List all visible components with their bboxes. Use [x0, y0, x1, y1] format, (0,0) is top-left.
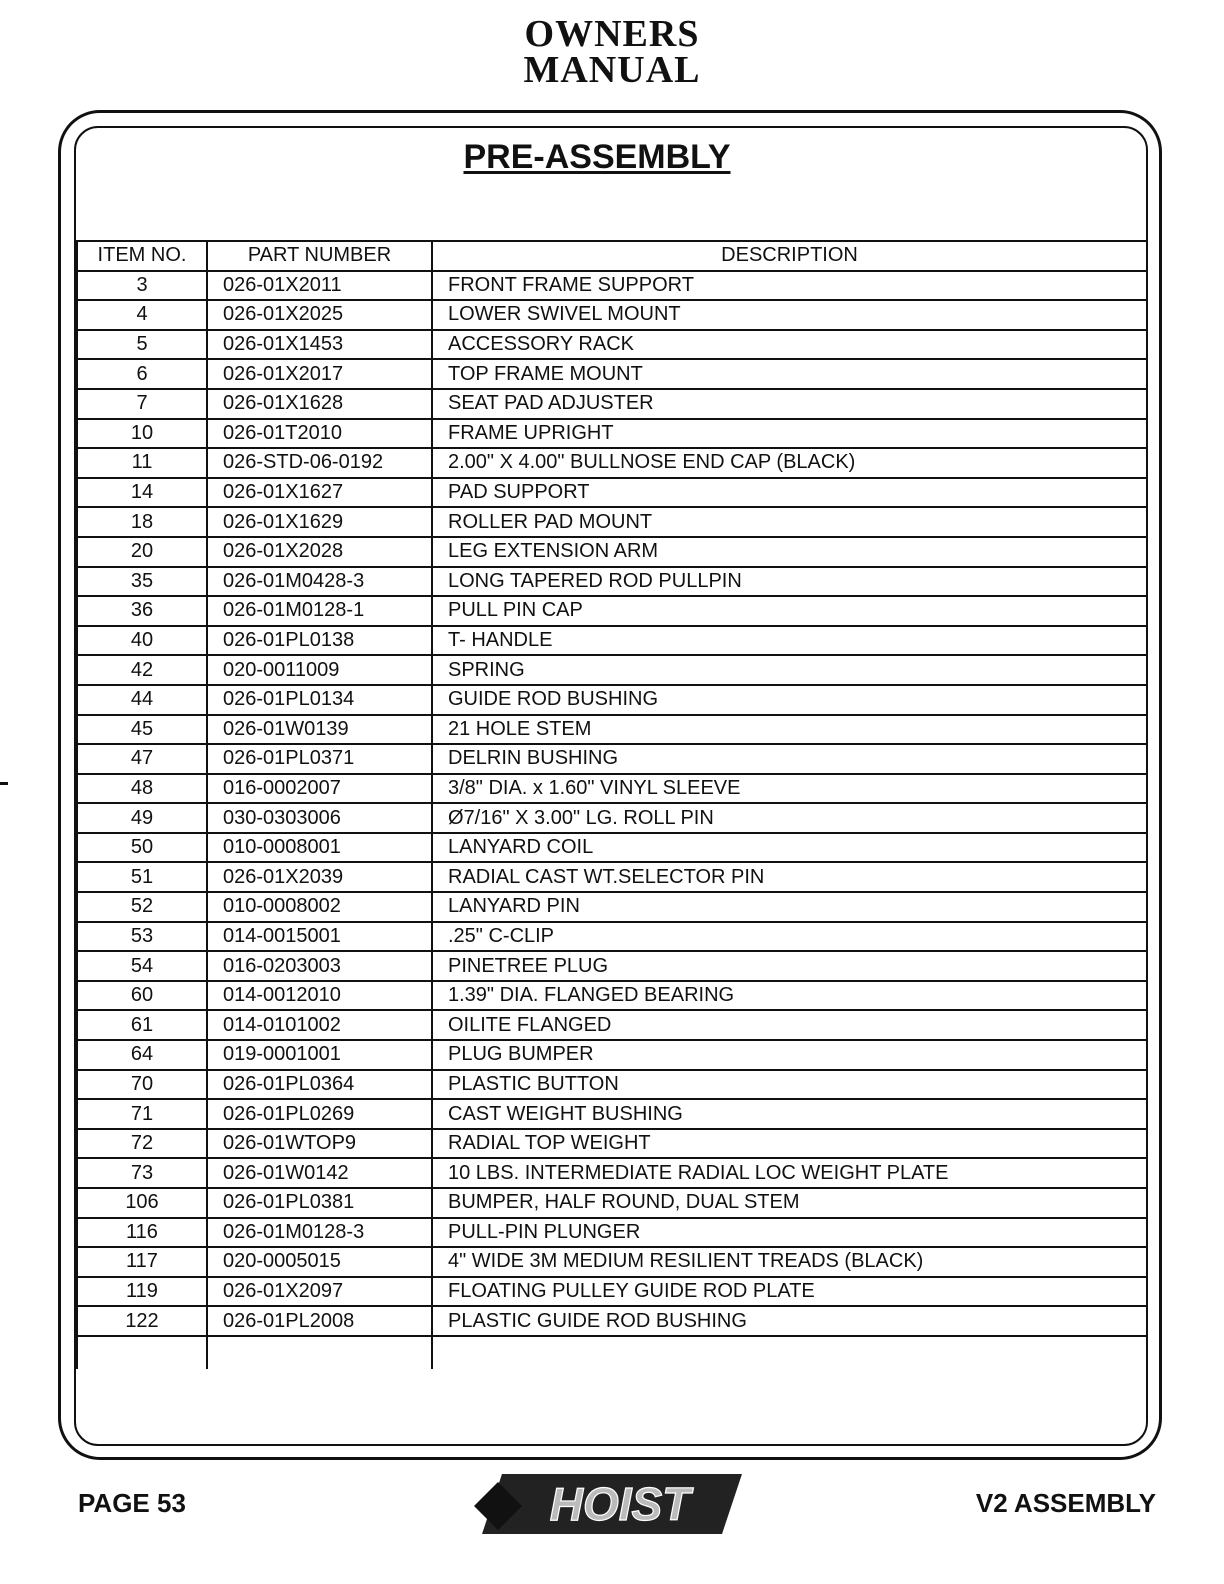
part-number-cell: 026-01X2028: [207, 537, 432, 567]
column-header-item-no: ITEM NO.: [77, 241, 207, 271]
item-number-cell: 48: [77, 774, 207, 804]
part-number-cell: 026-01X2025: [207, 300, 432, 330]
table-row: [77, 1158, 1147, 1188]
parts-table: [76, 240, 1148, 1369]
item-number-cell: 122: [77, 1306, 207, 1336]
item-number-cell: 53: [77, 922, 207, 952]
part-number-cell: 026-01PL0134: [207, 685, 432, 715]
description-cell: OILITE FLANGED: [432, 1010, 1147, 1040]
part-number-cell: 026-01T2010: [207, 419, 432, 449]
description-cell: PLASTIC BUTTON: [432, 1070, 1147, 1100]
description-cell: LONG TAPERED ROD PULLPIN: [432, 567, 1147, 597]
header-line-1: OWNERS: [524, 13, 700, 55]
part-number-cell: 026-01M0128-1: [207, 596, 432, 626]
table-row: [77, 744, 1147, 774]
description-cell: FRAME UPRIGHT: [432, 419, 1147, 449]
table-row: [77, 951, 1147, 981]
table-row: [77, 655, 1147, 685]
item-number-cell: 50: [77, 833, 207, 863]
part-number-cell: 026-01PL0269: [207, 1099, 432, 1129]
description-cell: SEAT PAD ADJUSTER: [432, 389, 1147, 419]
table-row: [77, 419, 1147, 449]
part-number-cell: 026-01PL0381: [207, 1188, 432, 1218]
item-number-cell: 11: [77, 448, 207, 478]
item-number-cell: 45: [77, 715, 207, 745]
item-number-cell: 35: [77, 567, 207, 597]
description-cell: 1.39" DIA. FLANGED BEARING: [432, 981, 1147, 1011]
description-cell: ROLLER PAD MOUNT: [432, 507, 1147, 537]
description-cell: ACCESSORY RACK: [432, 330, 1147, 360]
table-row: [77, 1070, 1147, 1100]
part-number-cell: 026-01W0142: [207, 1158, 432, 1188]
part-number-cell: 026-01M0428-3: [207, 567, 432, 597]
description-cell: FLOATING PULLEY GUIDE ROD PLATE: [432, 1277, 1147, 1307]
item-number-cell: 54: [77, 951, 207, 981]
description-cell: SPRING: [432, 655, 1147, 685]
part-number-cell: 026-01X2097: [207, 1277, 432, 1307]
description-cell: PLUG BUMPER: [432, 1040, 1147, 1070]
description-cell: 21 HOLE STEM: [432, 715, 1147, 745]
item-number-cell: 14: [77, 478, 207, 508]
table-row: [77, 685, 1147, 715]
item-number-cell: 49: [77, 803, 207, 833]
description-cell: PINETREE PLUG: [432, 951, 1147, 981]
description-cell: LANYARD COIL: [432, 833, 1147, 863]
description-cell: .25" C-CLIP: [432, 922, 1147, 952]
table-row: [77, 833, 1147, 863]
table-row: [77, 892, 1147, 922]
item-number-cell: 52: [77, 892, 207, 922]
blank-cell: [207, 1336, 432, 1369]
page-number: PAGE 53: [78, 1488, 186, 1518]
table-row: [77, 478, 1147, 508]
item-number-cell: 4: [77, 300, 207, 330]
header-line-2: MANUAL: [523, 49, 701, 91]
description-cell: RADIAL CAST WT.SELECTOR PIN: [432, 862, 1147, 892]
item-number-cell: 117: [77, 1247, 207, 1277]
description-cell: 10 LBS. INTERMEDIATE RADIAL LOC WEIGHT PLATE: [432, 1158, 1147, 1188]
item-number-cell: 7: [77, 389, 207, 419]
description-cell: DELRIN BUSHING: [432, 744, 1147, 774]
item-number-cell: 72: [77, 1129, 207, 1159]
table-row: [77, 1306, 1147, 1336]
item-number-cell: 116: [77, 1218, 207, 1248]
description-cell: CAST WEIGHT BUSHING: [432, 1099, 1147, 1129]
item-number-cell: 18: [77, 507, 207, 537]
description-cell: 2.00" X 4.00" BULLNOSE END CAP (BLACK): [432, 448, 1147, 478]
item-number-cell: 5: [77, 330, 207, 360]
description-cell: PULL PIN CAP: [432, 596, 1147, 626]
description-cell: LEG EXTENSION ARM: [432, 537, 1147, 567]
column-header-description: DESCRIPTION: [432, 241, 1147, 271]
table-row: [77, 1040, 1147, 1070]
part-number-cell: 026-STD-06-0192: [207, 448, 432, 478]
item-number-cell: 10: [77, 419, 207, 449]
table-row: [77, 389, 1147, 419]
table-row: [77, 715, 1147, 745]
part-number-cell: 019-0001001: [207, 1040, 432, 1070]
part-number-cell: 026-01M0128-3: [207, 1218, 432, 1248]
item-number-cell: 40: [77, 626, 207, 656]
table-row: [77, 359, 1147, 389]
item-number-cell: 64: [77, 1040, 207, 1070]
description-cell: LOWER SWIVEL MOUNT: [432, 300, 1147, 330]
parts-table-body: [77, 271, 1147, 1369]
hoist-logo: [474, 1468, 750, 1540]
table-row: [77, 1010, 1147, 1040]
item-number-cell: 70: [77, 1070, 207, 1100]
table-row: [77, 1218, 1147, 1248]
item-number-cell: 3: [77, 271, 207, 301]
table-row: [77, 1247, 1147, 1277]
item-number-cell: 20: [77, 537, 207, 567]
table-row: [77, 922, 1147, 952]
part-number-cell: 026-01X1629: [207, 507, 432, 537]
table-row: [77, 1188, 1147, 1218]
item-number-cell: 47: [77, 744, 207, 774]
table-row: [77, 567, 1147, 597]
description-cell: FRONT FRAME SUPPORT: [432, 271, 1147, 301]
part-number-cell: 026-01PL0371: [207, 744, 432, 774]
section-title: PRE-ASSEMBLY: [463, 138, 731, 176]
item-number-cell: 51: [77, 862, 207, 892]
part-number-cell: 014-0012010: [207, 981, 432, 1011]
part-number-cell: 026-01PL0138: [207, 626, 432, 656]
table-row: [77, 1277, 1147, 1307]
part-number-cell: 010-0008001: [207, 833, 432, 863]
table-row: [77, 596, 1147, 626]
table-row: [77, 448, 1147, 478]
description-cell: LANYARD PIN: [432, 892, 1147, 922]
description-cell: BUMPER, HALF ROUND, DUAL STEM: [432, 1188, 1147, 1218]
table-blank-row: [77, 1336, 1147, 1369]
blank-cell: [432, 1336, 1147, 1369]
table-row: [77, 271, 1147, 301]
table-header-row: [77, 241, 1147, 271]
part-number-cell: 020-0011009: [207, 655, 432, 685]
part-number-cell: 026-01X1453: [207, 330, 432, 360]
part-number-cell: 026-01W0139: [207, 715, 432, 745]
part-number-cell: 020-0005015: [207, 1247, 432, 1277]
part-number-cell: 014-0101002: [207, 1010, 432, 1040]
part-number-cell: 026-01X2017: [207, 359, 432, 389]
description-cell: 4" WIDE 3M MEDIUM RESILIENT TREADS (BLACK): [432, 1247, 1147, 1277]
item-number-cell: 73: [77, 1158, 207, 1188]
description-cell: TOP FRAME MOUNT: [432, 359, 1147, 389]
table-row: [77, 862, 1147, 892]
description-cell: PULL-PIN PLUNGER: [432, 1218, 1147, 1248]
part-number-cell: 014-0015001: [207, 922, 432, 952]
table-row: [77, 507, 1147, 537]
part-number-cell: 026-01X2011: [207, 271, 432, 301]
part-number-cell: 030-0303006: [207, 803, 432, 833]
table-row: [77, 1099, 1147, 1129]
description-cell: T- HANDLE: [432, 626, 1147, 656]
description-cell: 3/8" DIA. x 1.60" VINYL SLEEVE: [432, 774, 1147, 804]
table-row: [77, 300, 1147, 330]
item-number-cell: 60: [77, 981, 207, 1011]
part-number-cell: 026-01PL2008: [207, 1306, 432, 1336]
part-number-cell: 016-0203003: [207, 951, 432, 981]
part-number-cell: 010-0008002: [207, 892, 432, 922]
item-number-cell: 106: [77, 1188, 207, 1218]
part-number-cell: 026-01WTOP9: [207, 1129, 432, 1159]
table-row: [77, 626, 1147, 656]
margin-mark: [0, 782, 8, 785]
table-row: [77, 330, 1147, 360]
logo-wordmark: HOIST: [549, 1478, 691, 1530]
description-cell: GUIDE ROD BUSHING: [432, 685, 1147, 715]
item-number-cell: 44: [77, 685, 207, 715]
manual-header: [0, 13, 1224, 91]
item-number-cell: 61: [77, 1010, 207, 1040]
item-number-cell: 119: [77, 1277, 207, 1307]
item-number-cell: 36: [77, 596, 207, 626]
part-number-cell: 026-01X2039: [207, 862, 432, 892]
table-row: [77, 537, 1147, 567]
table-row: [77, 803, 1147, 833]
description-cell: Ø7/16" X 3.00" LG. ROLL PIN: [432, 803, 1147, 833]
column-header-part-number: PART NUMBER: [207, 241, 432, 271]
part-number-cell: 026-01X1628: [207, 389, 432, 419]
item-number-cell: 6: [77, 359, 207, 389]
description-cell: RADIAL TOP WEIGHT: [432, 1129, 1147, 1159]
table-row: [77, 1129, 1147, 1159]
item-number-cell: 42: [77, 655, 207, 685]
section-label: V2 ASSEMBLY: [975, 1488, 1156, 1518]
item-number-cell: 71: [77, 1099, 207, 1129]
part-number-cell: 026-01PL0364: [207, 1070, 432, 1100]
part-number-cell: 016-0002007: [207, 774, 432, 804]
table-row: [77, 774, 1147, 804]
description-cell: PAD SUPPORT: [432, 478, 1147, 508]
blank-cell: [77, 1336, 207, 1369]
part-number-cell: 026-01X1627: [207, 478, 432, 508]
description-cell: PLASTIC GUIDE ROD BUSHING: [432, 1306, 1147, 1336]
table-row: [77, 981, 1147, 1011]
